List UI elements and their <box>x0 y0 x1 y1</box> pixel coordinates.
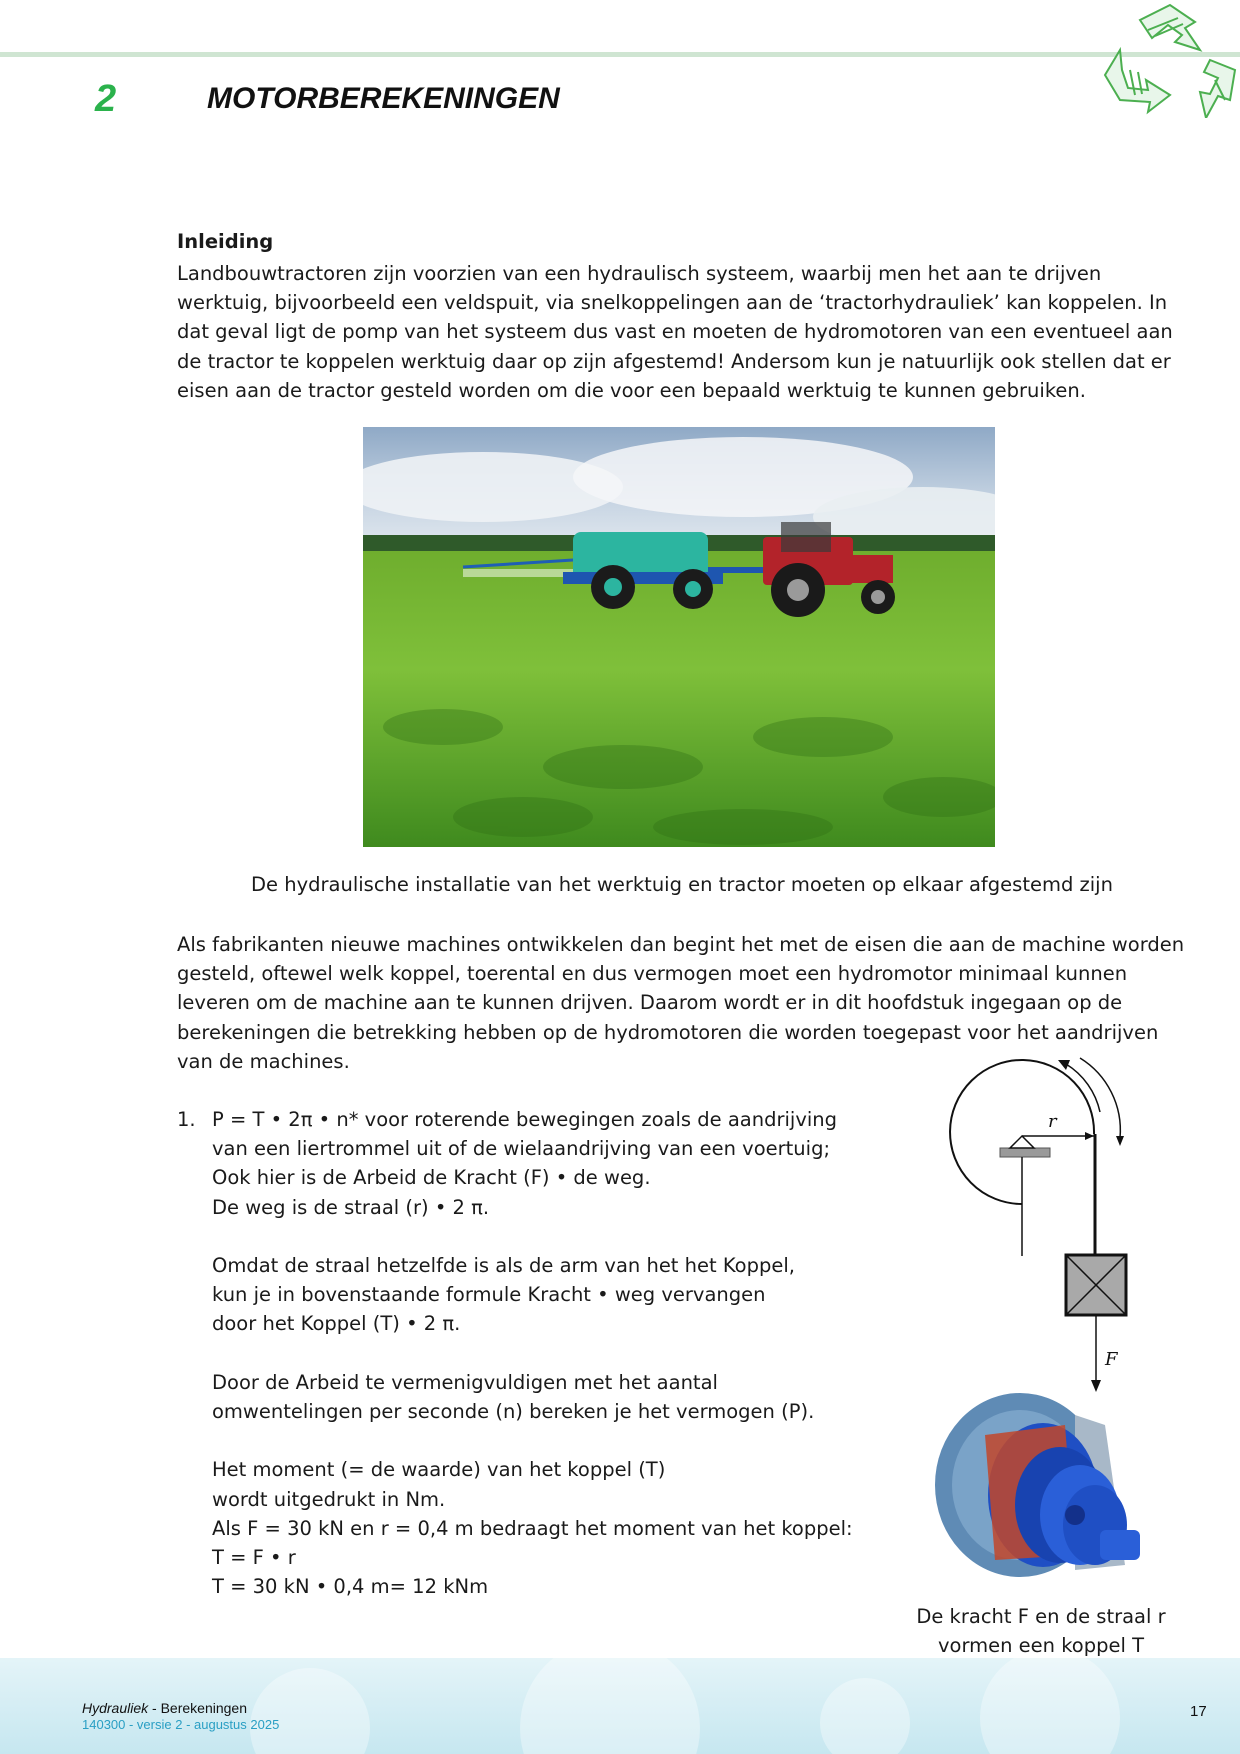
section-heading: Inleiding <box>177 230 274 253</box>
list-line: De weg is de straal (r) • 2 π. <box>212 1195 490 1219</box>
list-line: omwentelingen per seconde (n) bereken je het vermogen (P). <box>212 1400 815 1423</box>
intro-paragraph: Landbouwtractoren zijn voorzien van een hydraulisch systeem, waarbij men het aan te drijven werktuig, bijvoorbeeld een veldspuit, via snelkoppelingen aan de ‘tractorhydrauliek’ kan koppelen. In dat geval ligt de pomp van het systeem dus vast en moeten de hydromotoren van een eventueel aan de tractor te koppelen werktuig daar op zijn afgestemd! Andersom kun je natuurlijk ook stellen dat er eisen aan de tractor gesteld worden om die voor een bepaald werktuig te kunnen gebruiken. <box>177 262 1173 402</box>
diagram-caption <box>900 1602 1182 1660</box>
list-line: P = T • 2π • n* voor roterende bewegingen zoals de aandrijving <box>212 1108 838 1131</box>
recycle-icon <box>1100 0 1240 118</box>
list-line: Als F = 30 kN en r = 0,4 m bedraagt het moment van het koppel: <box>212 1516 853 1540</box>
list-gap <box>177 1339 877 1368</box>
list-line: van een liertrommel uit of de wielaandrijving van een voertuig; <box>212 1137 831 1161</box>
footer-version: 140300 - versie 2 - augustus 2025 <box>82 1717 280 1732</box>
list-number: 1. <box>177 1108 196 1131</box>
header-rule <box>0 52 1240 57</box>
footer-title-rest: - Berekeningen <box>148 1700 247 1716</box>
list-line: Het moment (= de waarde) van het koppel (T) <box>212 1458 666 1482</box>
list-line: wordt uitgedrukt in Nm. <box>212 1487 446 1511</box>
diagram-caption-line2: vormen een koppel T <box>937 1634 1145 1657</box>
diagram-caption-line1: De kracht F en de straal r <box>916 1605 1166 1628</box>
page-number: 17 <box>1190 1703 1207 1720</box>
formula-list <box>177 1105 877 1601</box>
list-gap <box>177 1426 877 1455</box>
list-gap <box>177 1222 877 1251</box>
tractor-sprayer-photo <box>363 427 995 847</box>
torque-diagram <box>930 1040 1150 1410</box>
list-line: T = F • r <box>212 1546 296 1569</box>
machines-paragraph: Als fabrikanten nieuwe machines ontwikkelen dan begint het met de eisen die aan de machine worden gesteld, oftewel welk koppel, toerental en dus vermogen moet een hydromotor minimaal kunnen leveren om de machine aan te kunnen drijven. Daarom wordt er in dit hoofdstuk ingegaan op de berekeningen die betrekking hebben op de hydromotoren die worden toegepast voor het aandrijven van de machines. <box>177 933 1185 1073</box>
list-line: Ook hier is de Arbeid de Kracht (F) • de weg. <box>212 1166 651 1190</box>
radius-label: r <box>1048 1111 1057 1132</box>
footer-title <box>82 1700 247 1716</box>
list-line: door het Koppel (T) • 2 π. <box>212 1312 461 1336</box>
list-line: kun je in bovenstaande formule Kracht • weg vervangen <box>212 1283 766 1307</box>
force-label: F <box>1105 1349 1118 1370</box>
list-line: Omdat de straal hetzelfde is als de arm van het het Koppel, <box>212 1254 795 1277</box>
hydromotor-image <box>925 1385 1165 1595</box>
chapter-number: 2 <box>95 78 117 120</box>
list-line: T = 30 kN • 0,4 m= 12 kNm <box>212 1575 489 1599</box>
chapter-title: MOTORBEREKENINGEN <box>207 82 560 115</box>
footer-title-italic: Hydrauliek <box>82 1700 149 1716</box>
list-line: Door de Arbeid te vermenigvuldigen met het aantal <box>212 1370 718 1394</box>
photo-caption: De hydraulische installatie van het werktuig en tractor moeten op elkaar afgestemd zijn <box>251 873 1113 896</box>
